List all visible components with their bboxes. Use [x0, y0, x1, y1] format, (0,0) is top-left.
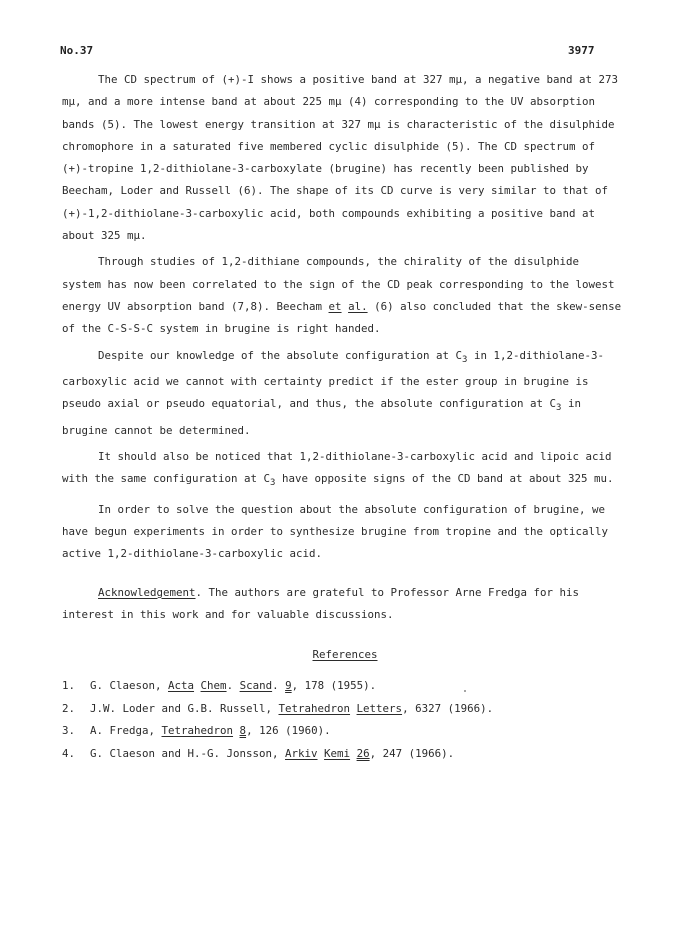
reference-authors: A. Fredga, [90, 724, 162, 738]
references-title: References [312, 648, 378, 662]
volume: 26 [356, 746, 370, 760]
scan-speck [464, 690, 466, 692]
et-al-et: et [328, 299, 342, 313]
reference-authors: J.W. Loder and G.B. Russell, [90, 701, 279, 715]
reference-list [62, 675, 622, 765]
reference-item: 1. G. Claeson, Acta Chem. Scand. 9, 178 (1955). [62, 675, 622, 698]
journal-name: Scand [239, 679, 273, 693]
acknowledgement-text: . The authors are grateful to Professor Arne Fredga for his interest in this work and for valuable discussions. [62, 585, 580, 621]
reference-item [62, 720, 622, 743]
journal-name: Tetrahedron [161, 724, 234, 738]
reference-authors: G. Claeson and H.-G. Jonsson, [90, 746, 286, 760]
page-number: 3977 [568, 44, 595, 57]
issue-label: No.37 [60, 44, 94, 57]
paragraph-3 [62, 345, 622, 443]
reference-number: 2. [62, 701, 76, 715]
paragraph-2 [62, 251, 622, 340]
reference-rest: , 126 (1960). [246, 724, 331, 738]
p3-start: Despite our knowledge of the absolute configuration at C [98, 348, 463, 362]
reference-item [62, 743, 622, 766]
journal-name: Tetrahedron [278, 701, 351, 715]
p2-post: (6) also concluded that the skew-sense of the C-S-S-C system in brugine is right handed. [62, 299, 622, 336]
reference-rest: , 178 (1955). [291, 679, 377, 693]
et-al-al: al. [348, 299, 368, 313]
reference-number: 4. [62, 746, 76, 760]
reference-rest: , 6327 (1966). [402, 701, 494, 715]
p3-end: in brugine cannot be determined. [62, 397, 581, 437]
volume: 8 [239, 724, 247, 738]
reference-number: 3. [62, 724, 76, 738]
journal-name: Kemi [324, 746, 351, 760]
acknowledgement [62, 582, 622, 627]
paragraph-5: In order to solve the question about the absolute configuration of brugine, we have begun experiments in order to synthesize brugine from tropine and the optically active 1,2-dithiolane-3-carboxylic acid. [62, 502, 609, 561]
reference-item [62, 698, 622, 721]
reference-number: 1. [62, 679, 76, 693]
paragraph-2-text: Through studies of 1,2-dithiane compounds, the chirality of the disulphide system has now been correlated to the sign of the CD peak corresponding to the lowest energy UV absorption band (7,8). [62, 255, 615, 313]
journal-name: Letters [356, 701, 403, 715]
body-text [62, 69, 622, 765]
journal-name: Acta [168, 679, 195, 693]
journal-name: Arkiv [285, 746, 318, 760]
p3-mid: in 1,2-dithiolane-3-carboxylic acid we cannot with certainty predict if the ester group in brugine is pseudo axial or pseudo equatorial, and thus, the absolute configuration at C [62, 348, 604, 411]
acknowledgement-label: Acknowledgement [98, 585, 196, 599]
p4-start: It should also be noticed that 1,2-dithiolane-3-carboxylic acid and lipoic acid with the same configuration at C [62, 450, 612, 486]
paragraph-4 [62, 446, 622, 495]
p2-pre: Beecham [270, 299, 329, 313]
paragraph-1: The CD spectrum of (+)-I shows a positive band at 327 mμ, a negative band at 273 mμ, and a more intense band at about 225 mμ (4) corresponding to the UV absorption bands (5). The lowest energy transition at 327 mμ is characteristic of the disulphide chromophore in a saturated five membered cyclic disulphide (5). The CD spectrum of (+)-tropine 1,2-dithiolane-3-carboxylate (brugine) has recently been published by Beecham, Loder and Russell (6). The shape of its CD curve is very similar to that of (+)-1,2-dithiolane-3-carboxylic acid, both compounds exhibiting a positive band at about 325 mμ. [62, 73, 619, 243]
reference-authors: G. Claeson, [90, 679, 169, 693]
subscript: 3 [270, 478, 276, 489]
subscript: 3 [556, 403, 562, 414]
subscript: 3 [462, 354, 468, 365]
reference-rest: , 247 (1966). [369, 746, 455, 760]
references-heading [62, 648, 622, 661]
journal-name: Chem [200, 679, 227, 693]
volume: 9 [285, 679, 292, 693]
p4-end: have opposite signs of the CD band at about 325 mu. [275, 472, 614, 486]
